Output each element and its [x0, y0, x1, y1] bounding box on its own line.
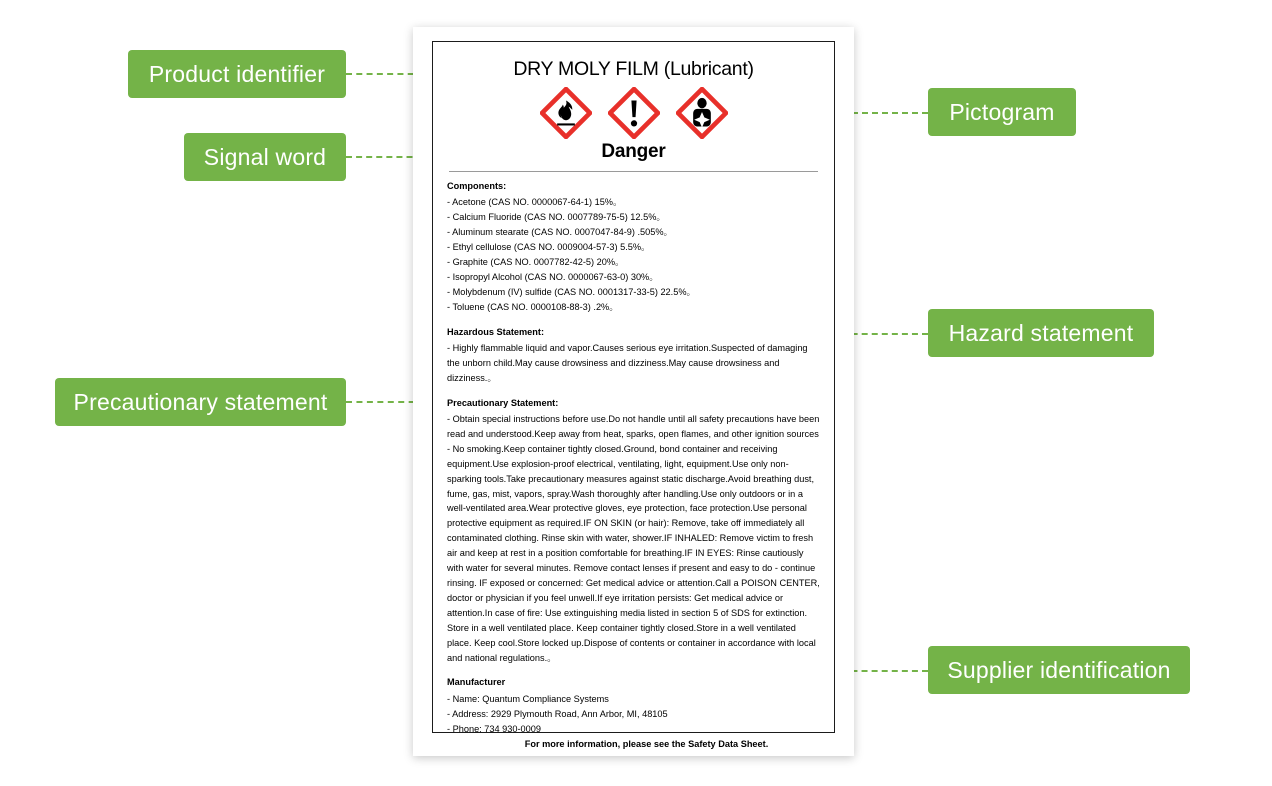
callout-signal-word[interactable] — [184, 133, 346, 181]
component-item: - Graphite (CAS NO. 0007782-42-5) 20%。 — [447, 256, 625, 267]
precautionary-statement-heading: Precautionary Statement: — [447, 397, 559, 408]
precautionary-statement-section — [447, 397, 820, 666]
callout-product-identifier[interactable] — [128, 50, 346, 98]
manufacturer-heading: Manufacturer — [447, 677, 506, 688]
ghs-label — [432, 41, 835, 750]
callout-precautionary-statement-label: Precautionary statement — [73, 388, 328, 415]
health-hazard-pictogram — [676, 87, 728, 139]
callout-precautionary-statement[interactable] — [55, 378, 346, 426]
callout-pictogram-label: Pictogram — [949, 98, 1055, 125]
component-item: - Molybdenum (IV) sulfide (CAS NO. 0001317-33-5) 22.5%。 — [447, 286, 696, 297]
flame-pictogram — [540, 87, 592, 139]
component-item: - Calcium Fluoride (CAS NO. 0007789-75-5) 12.5%。 — [447, 212, 666, 223]
component-item: - Acetone (CAS NO. 0000067-64-1) 15%。 — [447, 197, 623, 208]
callout-hazard-statement[interactable] — [928, 309, 1154, 357]
sds-footer-note: For more information, please see the Safety Data Sheet. — [524, 739, 769, 750]
component-item: - Isopropyl Alcohol (CAS NO. 0000067-63-0) 30%。 — [447, 271, 659, 282]
hazardous-statement-heading: Hazardous Statement: — [447, 326, 544, 337]
manufacturer-phone: - Phone: 734 930-0009 — [447, 723, 541, 734]
callout-product-identifier-label: Product identifier — [148, 60, 326, 87]
components-section — [447, 180, 820, 315]
hazardous-statement-body: - Highly flammable liquid and vapor.Causes serious eye irritation.Suspected of damaging the unborn child.May cause drowsiness and dizziness.May cause drowsiness and dizziness.。 — [447, 342, 808, 383]
callout-supplier-identification[interactable] — [928, 646, 1190, 694]
product-identifier-text: DRY MOLY FILM (Lubricant) — [513, 58, 754, 80]
callout-hazard-statement-label: Hazard statement — [948, 319, 1134, 346]
exclamation-mark-pictogram — [608, 87, 660, 139]
pictogram-row — [447, 87, 820, 139]
component-item: - Aluminum stearate (CAS NO. 0007047-84-9) .505%。 — [447, 227, 673, 238]
divider — [449, 171, 818, 172]
manufacturer-name: - Name: Quantum Compliance Systems — [447, 693, 609, 704]
component-item: - Ethyl cellulose (CAS NO. 0009004-57-3) 5.5%。 — [447, 242, 651, 253]
signal-word-text: Danger — [601, 141, 666, 162]
components-heading: Components: — [447, 181, 507, 191]
callout-supplier-identification-label: Supplier identification — [947, 656, 1171, 683]
manufacturer-address: - Address: 2929 Plymouth Road, Ann Arbor, MI, 48105 — [447, 708, 668, 719]
component-item: - Toluene (CAS NO. 0000108-88-3) .2%。 — [447, 301, 619, 312]
callout-pictogram[interactable] — [928, 88, 1076, 136]
manufacturer-section — [447, 676, 820, 749]
hazardous-statement-section — [447, 326, 820, 386]
callout-signal-word-label: Signal word — [203, 143, 327, 170]
precautionary-statement-body: - Obtain special instructions before use.Do not handle until all safety precautions have been read and understood.Keep away from heat, sparks, open flames, and other ignition sources - No smoking.Keep container tightly closed.Ground, bond container and receiving equipment.Use explosion-proof electrical, ventilating, light, equipment.Use only non-sparking tools.Take precautionary measures against static discharge.Avoid breathing dust, fume, gas, mist, vapors, spray.Wash thoroughly after handling.Use only outdoors or in a well-ventilated area.Wear protective gloves, eye protection, face protection.Use personal protective equipment as required.IF ON SKIN (or hair): Remove, take off immediately all contaminated clothing. Rinse skin with water, shower.IF INHALED: Remove victim to fresh air and keep at rest in a position comfortable for breathing.IF IN EYES: Rinse cautiously with water for several minutes. Remove contact lenses if present and easy to do - continue rinsing. IF exposed or concerned: Get medical advice or attention.Call a POISON CENTER, doctor or physician if you feel unwell.If eye irritation persists: Get medical advice or attention.In case of fire: Use extinguishing media listed in section 5 of SDS for extinction. Store in a well ventilated place. Keep container tightly closed.Store in a well ventilated place. Keep cool.Store locked up.Dispose of contents or container in accordance with local and national regulations.。 — [447, 414, 820, 663]
